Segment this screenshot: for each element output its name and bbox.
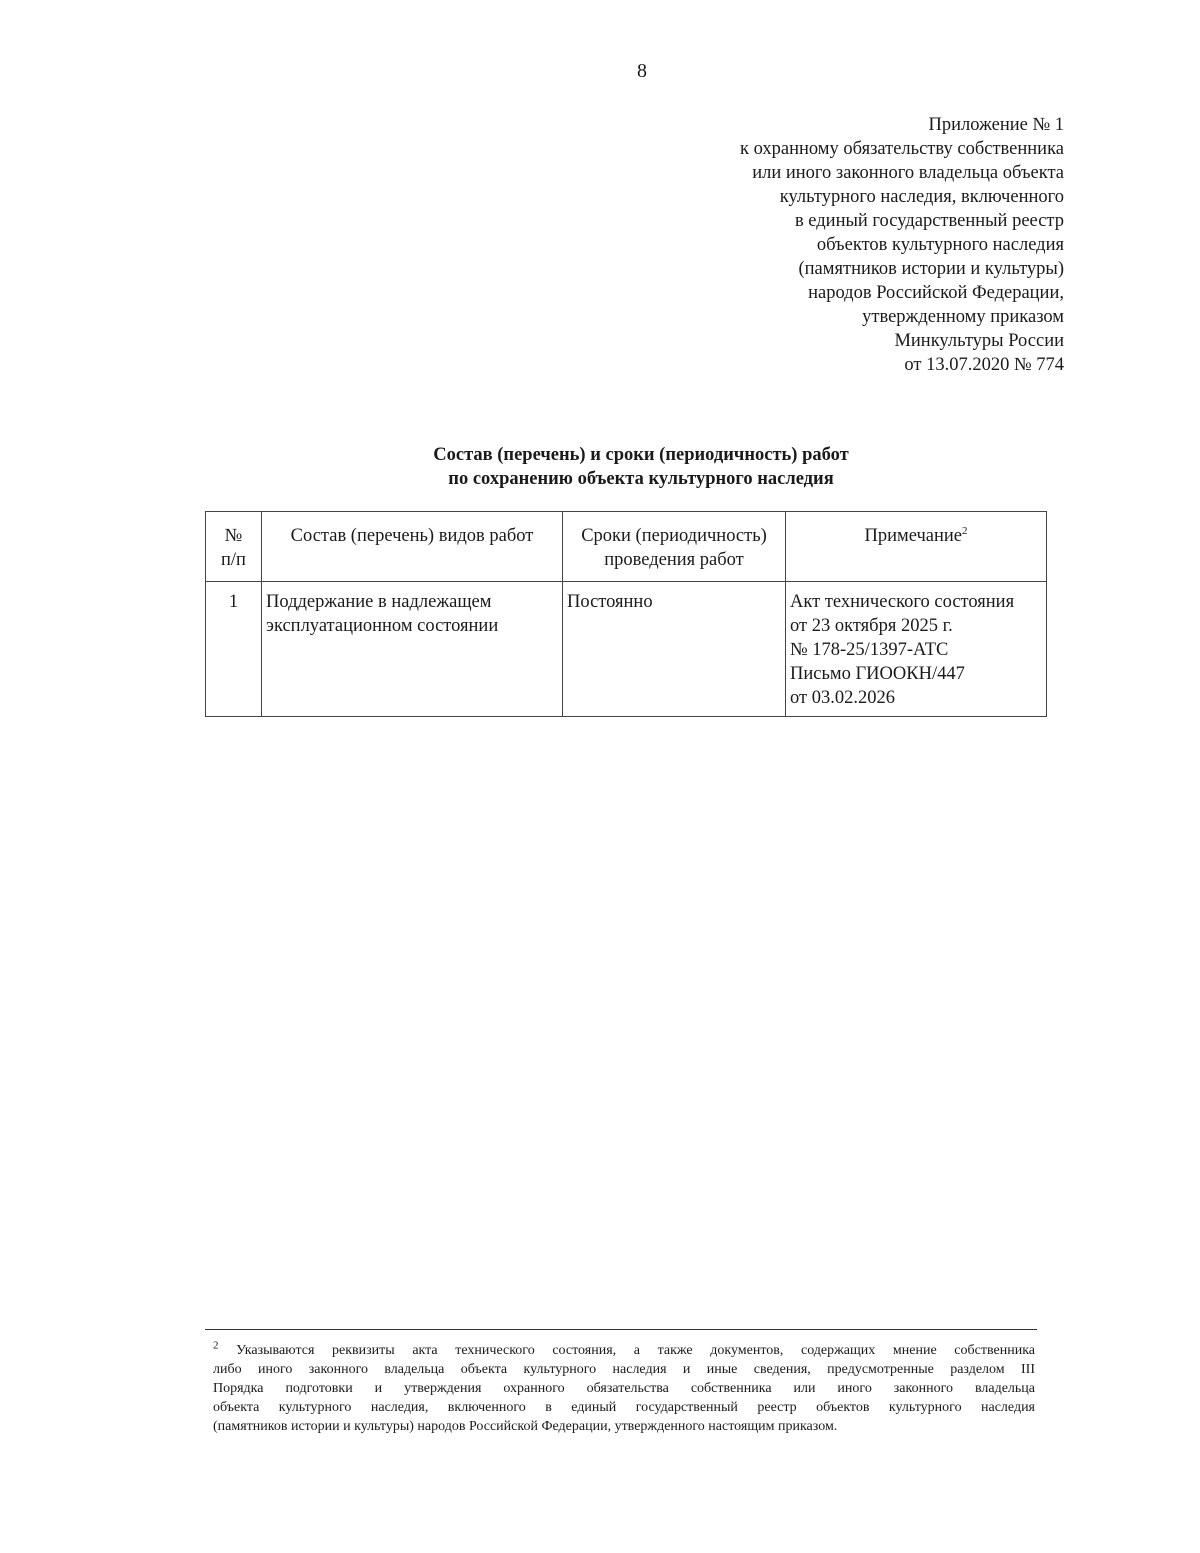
document-title: [300, 443, 982, 491]
cell-note-line-3: № 178-25/1397-АТС: [790, 640, 949, 660]
cell-note-line-5: от 03.02.2026: [790, 688, 895, 708]
header-term-line-2: проведения работ: [604, 550, 744, 570]
appendix-line: или иного законного владельца объекта: [752, 163, 1064, 183]
footnote-line-text: Указываются реквизиты акта технического состояния, а также документов, содержащих мнение собственника: [236, 1343, 1035, 1358]
cell-num: 1: [206, 582, 262, 717]
cell-term: Постоянно: [563, 582, 786, 717]
footnote-ref: 2: [962, 524, 968, 537]
appendix-line: от 13.07.2020 № 774: [904, 355, 1064, 375]
appendix-line: к охранному обязательству собственника: [739, 139, 1064, 159]
cell-works-line-1: Поддержание в надлежащем: [266, 592, 492, 612]
cell-works: [262, 582, 563, 717]
title-line-1: Состав (перечень) и сроки (периодичность) работ: [433, 445, 849, 465]
appendix-line: объектов культурного наследия: [816, 235, 1064, 255]
footnote-line: Порядка подготовки и утверждения охранного обязательства собственника или иного законного владельца: [213, 1381, 1035, 1396]
appendix-line: культурного наследия, включенного: [779, 187, 1064, 207]
title-line-2: по сохранению объекта культурного наследия: [448, 469, 834, 489]
cell-note: [786, 582, 1047, 717]
header-works: [262, 512, 563, 582]
cell-note-line-1: Акт технического состояния: [790, 592, 1015, 612]
footnote: [213, 1341, 1035, 1436]
header-note-text: Примечание: [864, 526, 962, 546]
header-num: [206, 512, 262, 582]
appendix-line: Минкультуры России: [894, 331, 1064, 351]
appendix-header: [644, 113, 1064, 377]
cell-note-line-2: от 23 октября 2025 г.: [790, 616, 953, 636]
works-table: [205, 511, 1047, 717]
appendix-line: утвержденному приказом: [862, 307, 1064, 327]
footnote-separator: [205, 1329, 1037, 1330]
footnote-line: (памятников истории и культуры) народов Российской Федерации, утвержденного настоящим приказом.: [213, 1419, 838, 1434]
table-header-row: [206, 512, 1047, 582]
appendix-line: в единый государственный реестр: [794, 211, 1064, 231]
header-num-line-1: №: [224, 526, 243, 546]
cell-works-line-2: эксплуатационном состоянии: [266, 616, 499, 636]
header-works-text: Состав (перечень) видов работ: [290, 526, 534, 546]
cell-note-line-4: Письмо ГИООКН/447: [790, 664, 965, 684]
footnote-line: [213, 1341, 1035, 1360]
footnote-line: либо иного законного владельца объекта культурного наследия и иные сведения, предусмотренные разделом III: [213, 1362, 1035, 1377]
header-term-line-1: Сроки (периодичность): [581, 526, 767, 546]
appendix-line: народов Российской Федерации,: [808, 283, 1064, 303]
header-note: [786, 512, 1047, 582]
footnote-line: объекта культурного наследия, включенного в единый государственный реестр объектов культурного наследия: [213, 1400, 1035, 1415]
table-row: [206, 582, 1047, 717]
appendix-line: Приложение № 1: [928, 115, 1064, 135]
footnote-marker: 2: [213, 1339, 219, 1352]
page-number: 8: [637, 60, 647, 82]
header-num-line-2: п/п: [221, 550, 246, 570]
header-term: [563, 512, 786, 582]
appendix-line: (памятников истории и культуры): [798, 259, 1064, 279]
